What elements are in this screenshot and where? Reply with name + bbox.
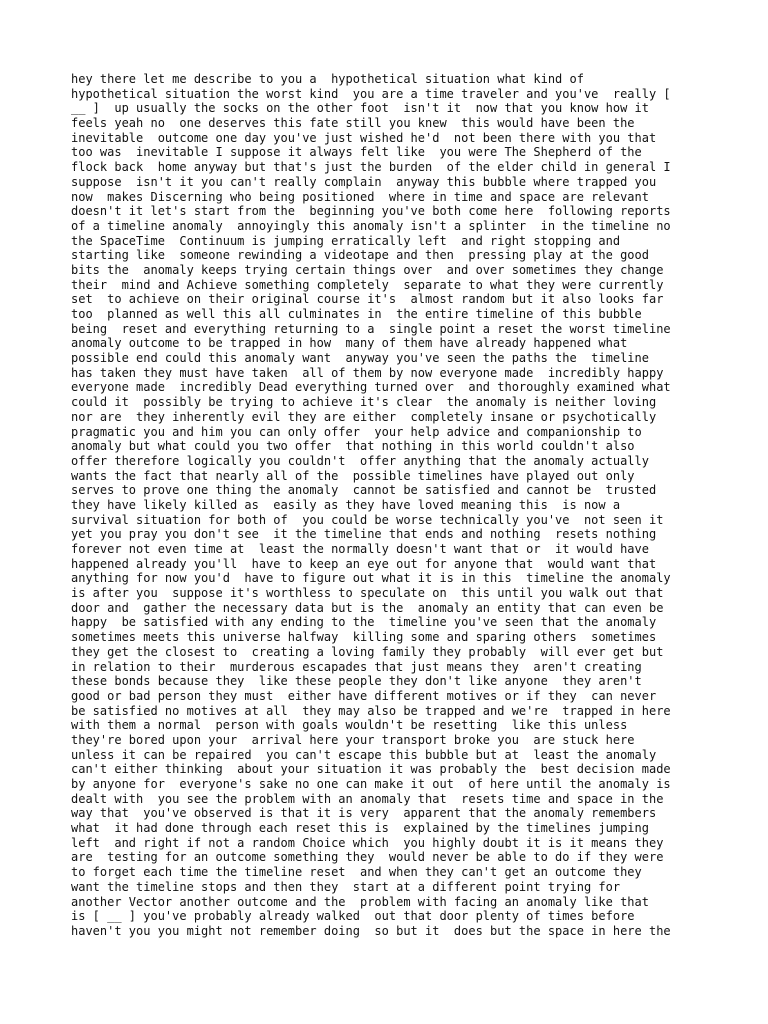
text-line: starting like someone rewinding a videotape and then pressing play at the good [71, 248, 649, 263]
text-line: flock back home anyway but that's just the burden of the elder child in general I [71, 160, 671, 175]
text-line: door and gather the necessary data but is the anomaly an entity that can even be [71, 600, 664, 615]
text-line: be satisfied no motives at all they may also be trapped and we're trapped in here [71, 703, 671, 718]
text-line: another Vector another outcome and the problem with facing an anomaly like that [71, 894, 649, 909]
text-line: haven't you you might not remember doing so but it does but the space in here the [71, 923, 671, 938]
text-line: yet you pray you don't see it the timeline that ends and nothing resets nothing [71, 527, 657, 542]
text-line: doesn't it let's start from the beginning you've both come here following reports [71, 204, 671, 219]
text-line: forever not even time at least the normally doesn't want that or it would have [71, 542, 649, 556]
text-line: of a timeline anomaly annoyingly this anomaly isn't a splinter in the timeline no [71, 218, 671, 233]
text-line: by anyone for everyone's sake no one can make it out of here until the anomaly is [71, 777, 671, 791]
text-line: way that you've observed is that it is very apparent that the anomaly remembers [71, 806, 657, 821]
text-line: pragmatic you and him you can only offer your help advice and companionship to [71, 424, 642, 439]
text-line: left and right if not a random Choice which you highly doubt it is it means they [71, 835, 664, 850]
text-line: want the timeline stops and then they start at a different point trying for [71, 879, 621, 894]
text-line: happened already you'll have to keep an eye out for anyone that would want that [71, 556, 657, 571]
text-line: survival situation for both of you could be worse technically you've not seen it [71, 512, 664, 527]
text-line: what it had done through each reset this is explained by the timelines jumping [71, 821, 649, 836]
text-line: could it possibly be trying to achieve it's clear the anomaly is neither loving [71, 395, 657, 410]
text-line: serves to prove one thing the anomaly cannot be satisfied and cannot be trusted [71, 483, 657, 498]
text-line: has taken they must have taken all of them by now everyone made incredibly happy [71, 365, 664, 380]
text-line: inevitable outcome one day you've just wished he'd not been there with you that [71, 130, 657, 145]
text-line: dealt with you see the problem with an anomaly that resets time and space in the [71, 791, 664, 806]
text-line: they have likely killed as easily as they have loved meaning this is now a [71, 497, 621, 512]
text-line: suppose isn't it you can't really complain anyway this bubble where trapped you [71, 174, 657, 189]
text-line: being reset and everything returning to a single point a reset the worst timeline [71, 321, 671, 336]
text-line: nor are they inherently evil they are either completely insane or psychotically [71, 409, 657, 424]
text-line: anomaly but what could you two offer that nothing in this world couldn't also [71, 439, 635, 454]
text-line: bits the anomaly keeps trying certain things over and over sometimes they change [71, 262, 664, 277]
transcript-text [71, 72, 711, 939]
text-line: too was inevitable I suppose it always felt like you were The Shepherd of the [71, 145, 642, 160]
text-line: to forget each time the timeline reset and when they can't get an outcome they [71, 865, 642, 880]
text-line: unless it can be repaired you can't escape this bubble but at least the anomaly [71, 747, 657, 762]
text-line: they get the closest to creating a loving family they probably will ever get but [71, 644, 664, 659]
text-line: anomaly outcome to be trapped in how many of them have already happened what [71, 336, 628, 351]
text-line: they're bored upon your arrival here your transport broke you are stuck here [71, 732, 635, 747]
text-line: now makes Discerning who being positioned where in time and space are relevant [71, 189, 649, 204]
text-line: is [ __ ] you've probably already walked out that door plenty of times before [71, 909, 635, 924]
text-line: are testing for an outcome something they would never be able to do if they were [71, 850, 664, 865]
text-line: anything for now you'd have to figure out what it is in this timeline the anomaly [71, 571, 671, 586]
text-line: everyone made incredibly Dead everything turned over and thoroughly examined what [71, 380, 671, 395]
text-line: hey there let me describe to you a hypothetical situation what kind of [71, 72, 584, 86]
text-line: wants the fact that nearly all of the possible timelines have played out only [71, 468, 635, 483]
text-line: is after you suppose it's worthless to speculate on this until you walk out that [71, 586, 664, 601]
text-line: sometimes meets this universe halfway killing some and sparing others sometimes [71, 630, 657, 645]
text-line: their mind and Achieve something completely separate to what they were currently [71, 277, 664, 292]
text-line: with them a normal person with goals wouldn't be resetting like this unless [71, 718, 628, 733]
text-line: too planned as well this all culminates in the entire timeline of this bubble [71, 307, 642, 321]
text-line: in relation to their murderous escapades that just means they aren't creating [71, 659, 642, 674]
text-line: good or bad person they must either have different motives or if they can never [71, 688, 657, 703]
text-line: possible end could this anomaly want anyway you've seen the paths the timeline [71, 351, 649, 366]
text-line: set to achieve on their original course it's almost random but it also looks far [71, 292, 664, 307]
text-line: these bonds because they like these people they don't like anyone they aren't [71, 674, 642, 689]
text-line: offer therefore logically you couldn't offer anything that the anomaly actually [71, 453, 649, 468]
text-line: hypothetical situation the worst kind you are a time traveler and you've really [ [71, 86, 671, 101]
text-line: feels yeah no one deserves this fate still you knew this would have been the [71, 116, 635, 131]
text-line: happy be satisfied with any ending to the timeline you've seen that the anomaly [71, 615, 657, 630]
text-line: __ ] up usually the socks on the other foot isn't it now that you know how it [71, 101, 649, 116]
text-line: the SpaceTime Continuum is jumping erratically left and right stopping and [71, 233, 621, 248]
text-line: can't either thinking about your situation it was probably the best decision made [71, 762, 671, 777]
